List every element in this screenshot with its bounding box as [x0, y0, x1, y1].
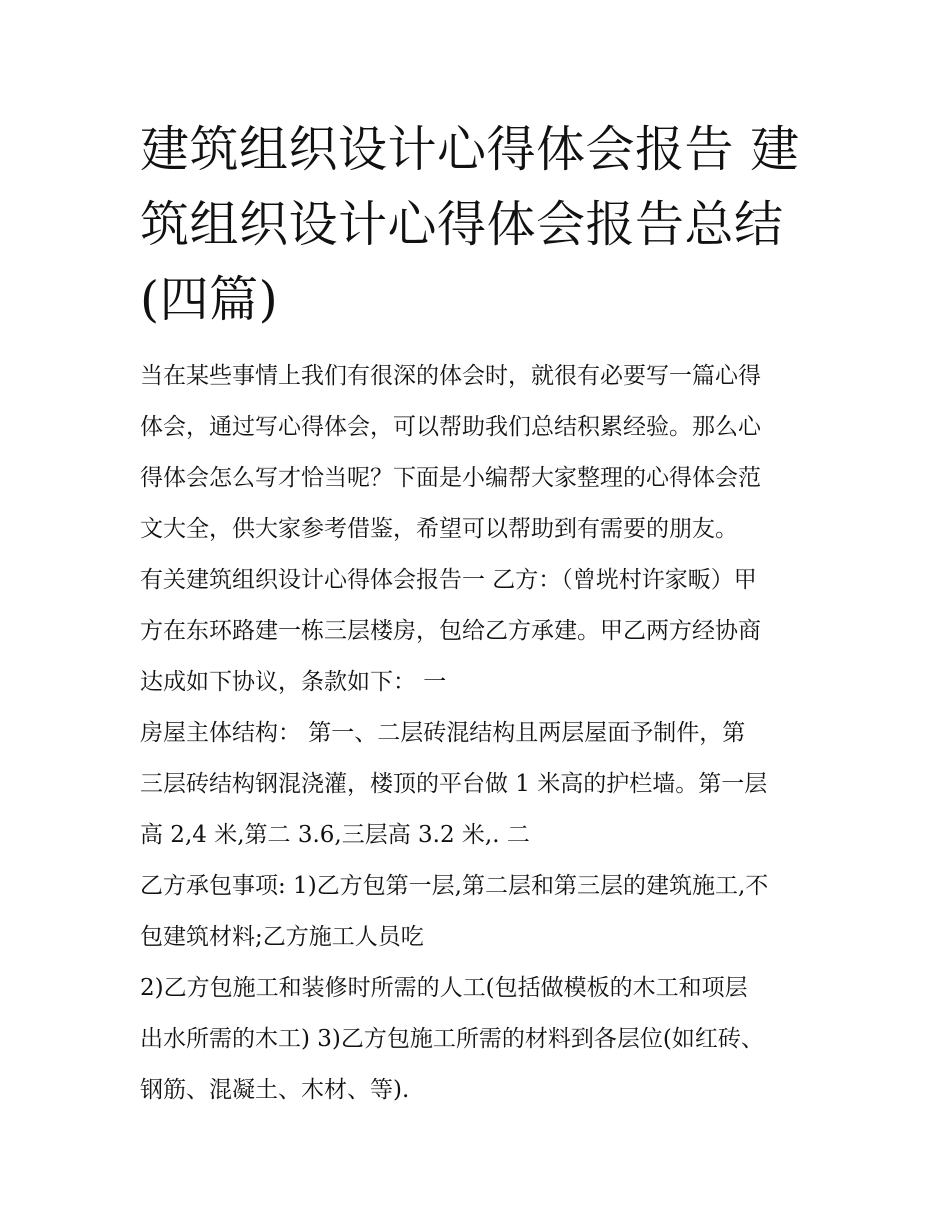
body-line: 方在东环路建一栋三层楼房，包给乙方承建。甲乙两方经协商 [140, 618, 761, 644]
body-line: 体会，通过写心得体会，可以帮助我们总结积累经验。那么心 [140, 414, 761, 440]
body-line: 房屋主体结构： 第一、二层砖混结构且两层屋面予制件，第 [140, 720, 746, 746]
body-line: 乙方承包事项: 1)乙方包第一层,第二层和第三层的建筑施工,不 [140, 873, 769, 899]
body-line: 文大全，供大家参考借鉴，希望可以帮助到有需要的朋友。 [140, 516, 738, 542]
body-line: 当在某些事情上我们有很深的体会时，就很有必要写一篇心得 [140, 363, 761, 389]
title-line: 建筑组织设计心得体会报告 建 [140, 121, 800, 178]
document-title [140, 112, 820, 337]
body-line: 包建筑材料;乙方施工人员吃 [140, 924, 424, 950]
body-line: 2)乙方包施工和装修时所需的人工(包括做模板的木工和项层 [140, 975, 748, 1001]
body-line: 三层砖结构钢混浇灌，楼顶的平台做 1 米高的护栏墙。第一层 [140, 771, 768, 797]
body-line: 钢筋、混凝土、木材、等). [140, 1077, 410, 1103]
body-line: 达成如下协议，条款如下： 一 [140, 669, 447, 695]
body-line: 高 2,4 米,第二 3.6,三层高 3.2 米,. 二 [140, 822, 530, 848]
title-line: 筑组织设计心得体会报告总结 [140, 196, 784, 253]
body-line: 有关建筑组织设计心得体会报告一 乙方：（曾垙村许家畈）甲 [140, 567, 757, 593]
document-body [140, 351, 820, 1116]
title-line: (四篇) [140, 271, 279, 328]
body-line: 得体会怎么写才恰当呢？下面是小编帮大家整理的心得体会范 [140, 465, 761, 491]
body-line: 出水所需的木工) 3)乙方包施工所需的材料到各层位(如红砖、 [140, 1026, 764, 1052]
